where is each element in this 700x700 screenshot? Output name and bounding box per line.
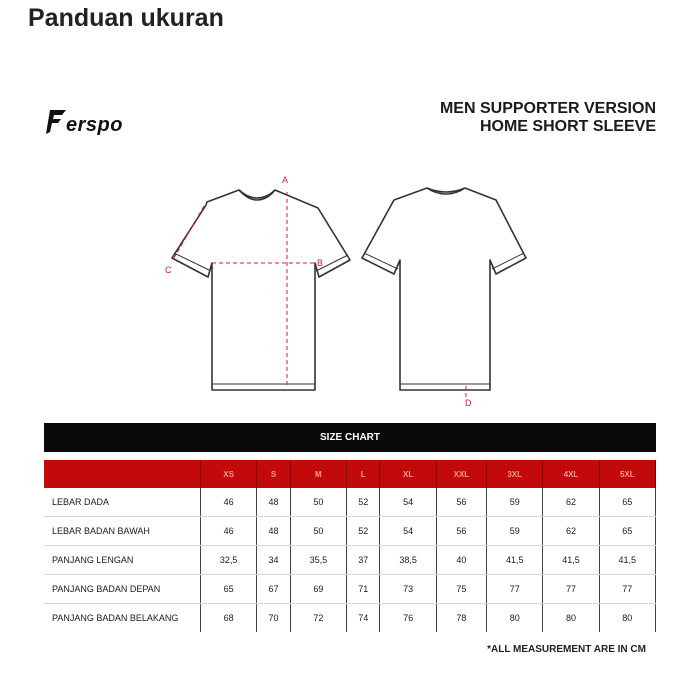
measurement-value: 46 — [201, 488, 257, 517]
measurement-footnote: *ALL MEASUREMENT ARE IN CM — [487, 644, 646, 655]
measurement-value: 41,5 — [599, 546, 655, 575]
front-tshirt-drawing — [172, 190, 350, 390]
measurement-value: 56 — [436, 488, 486, 517]
measurement-value: 77 — [599, 575, 655, 604]
product-title-line2: HOME SHORT SLEEVE — [479, 118, 656, 135]
measurement-value: 65 — [599, 488, 655, 517]
measurement-value: 37 — [347, 546, 380, 575]
measurement-row — [44, 575, 656, 604]
logo-wordmark: erspo — [66, 114, 123, 136]
measurement-value: 80 — [599, 604, 655, 633]
measurement-value: 50 — [290, 488, 346, 517]
measurement-value: 68 — [201, 604, 257, 633]
measurement-value: 54 — [380, 517, 436, 546]
back-tshirt-drawing — [362, 188, 526, 390]
measurement-value: 65 — [201, 575, 257, 604]
size-header-cell: L — [347, 460, 380, 488]
measurement-value: 59 — [487, 517, 543, 546]
size-chart-table — [44, 460, 656, 632]
measurement-value: 41,5 — [487, 546, 543, 575]
label-c: C — [165, 265, 172, 275]
measurement-value: 80 — [487, 604, 543, 633]
measurement-value: 76 — [380, 604, 436, 633]
product-title — [440, 100, 656, 136]
measurement-value: 69 — [290, 575, 346, 604]
size-header-cell: M — [290, 460, 346, 488]
measurement-value: 77 — [487, 575, 543, 604]
measurement-row — [44, 604, 656, 633]
measurement-value: 48 — [257, 517, 290, 546]
measurement-value: 32,5 — [201, 546, 257, 575]
measurement-value: 75 — [436, 575, 486, 604]
measurement-value: 62 — [543, 517, 599, 546]
measurement-label: LEBAR BADAN BAWAH — [44, 517, 201, 546]
measurement-label: PANJANG BADAN DEPAN — [44, 575, 201, 604]
measurement-value: 74 — [347, 604, 380, 633]
measurement-value: 70 — [257, 604, 290, 633]
size-header-cell: 5XL — [599, 460, 655, 488]
size-header-cell: 3XL — [487, 460, 543, 488]
measurement-value: 48 — [257, 488, 290, 517]
measurement-value: 52 — [347, 517, 380, 546]
measurement-value: 40 — [436, 546, 486, 575]
size-header-row — [44, 460, 656, 488]
measurement-value: 72 — [290, 604, 346, 633]
product-title-line1: MEN SUPPORTER VERSION — [439, 100, 656, 117]
measurement-value: 67 — [257, 575, 290, 604]
measurement-value: 62 — [543, 488, 599, 517]
measurement-value: 50 — [290, 517, 346, 546]
measurement-label: PANJANG LENGAN — [44, 546, 201, 575]
measurement-value: 54 — [380, 488, 436, 517]
measurement-row — [44, 517, 656, 546]
measurement-label: PANJANG BADAN BELAKANG — [44, 604, 201, 633]
tshirt-measurement-diagram — [160, 170, 540, 410]
measurement-value: 71 — [347, 575, 380, 604]
logo-mark-icon — [44, 108, 68, 138]
measurement-value: 52 — [347, 488, 380, 517]
size-header-blank — [44, 460, 201, 488]
measurement-label: LEBAR DADA — [44, 488, 201, 517]
measurement-value: 73 — [380, 575, 436, 604]
label-d: D — [465, 398, 472, 408]
size-header-cell: XXL — [436, 460, 486, 488]
measurement-value: 80 — [543, 604, 599, 633]
measurement-value: 38,5 — [380, 546, 436, 575]
measurement-row — [44, 488, 656, 517]
measurement-value: 78 — [436, 604, 486, 633]
measurement-value: 46 — [201, 517, 257, 546]
measurement-value: 65 — [599, 517, 655, 546]
label-a: A — [282, 175, 289, 185]
erspo-logo — [44, 108, 134, 138]
measurement-value: 35,5 — [290, 546, 346, 575]
size-chart-title: SIZE CHART — [44, 423, 656, 452]
size-header-cell: XL — [380, 460, 436, 488]
label-b: B — [317, 258, 324, 268]
size-header-cell: S — [257, 460, 290, 488]
size-header-cell: 4XL — [543, 460, 599, 488]
page-heading: Panduan ukuran — [28, 4, 224, 32]
measurement-value: 41,5 — [543, 546, 599, 575]
measurement-value: 77 — [543, 575, 599, 604]
measurement-row — [44, 546, 656, 575]
measurement-value: 59 — [487, 488, 543, 517]
size-header-cell: XS — [201, 460, 257, 488]
measurement-value: 56 — [436, 517, 486, 546]
measurement-value: 34 — [257, 546, 290, 575]
